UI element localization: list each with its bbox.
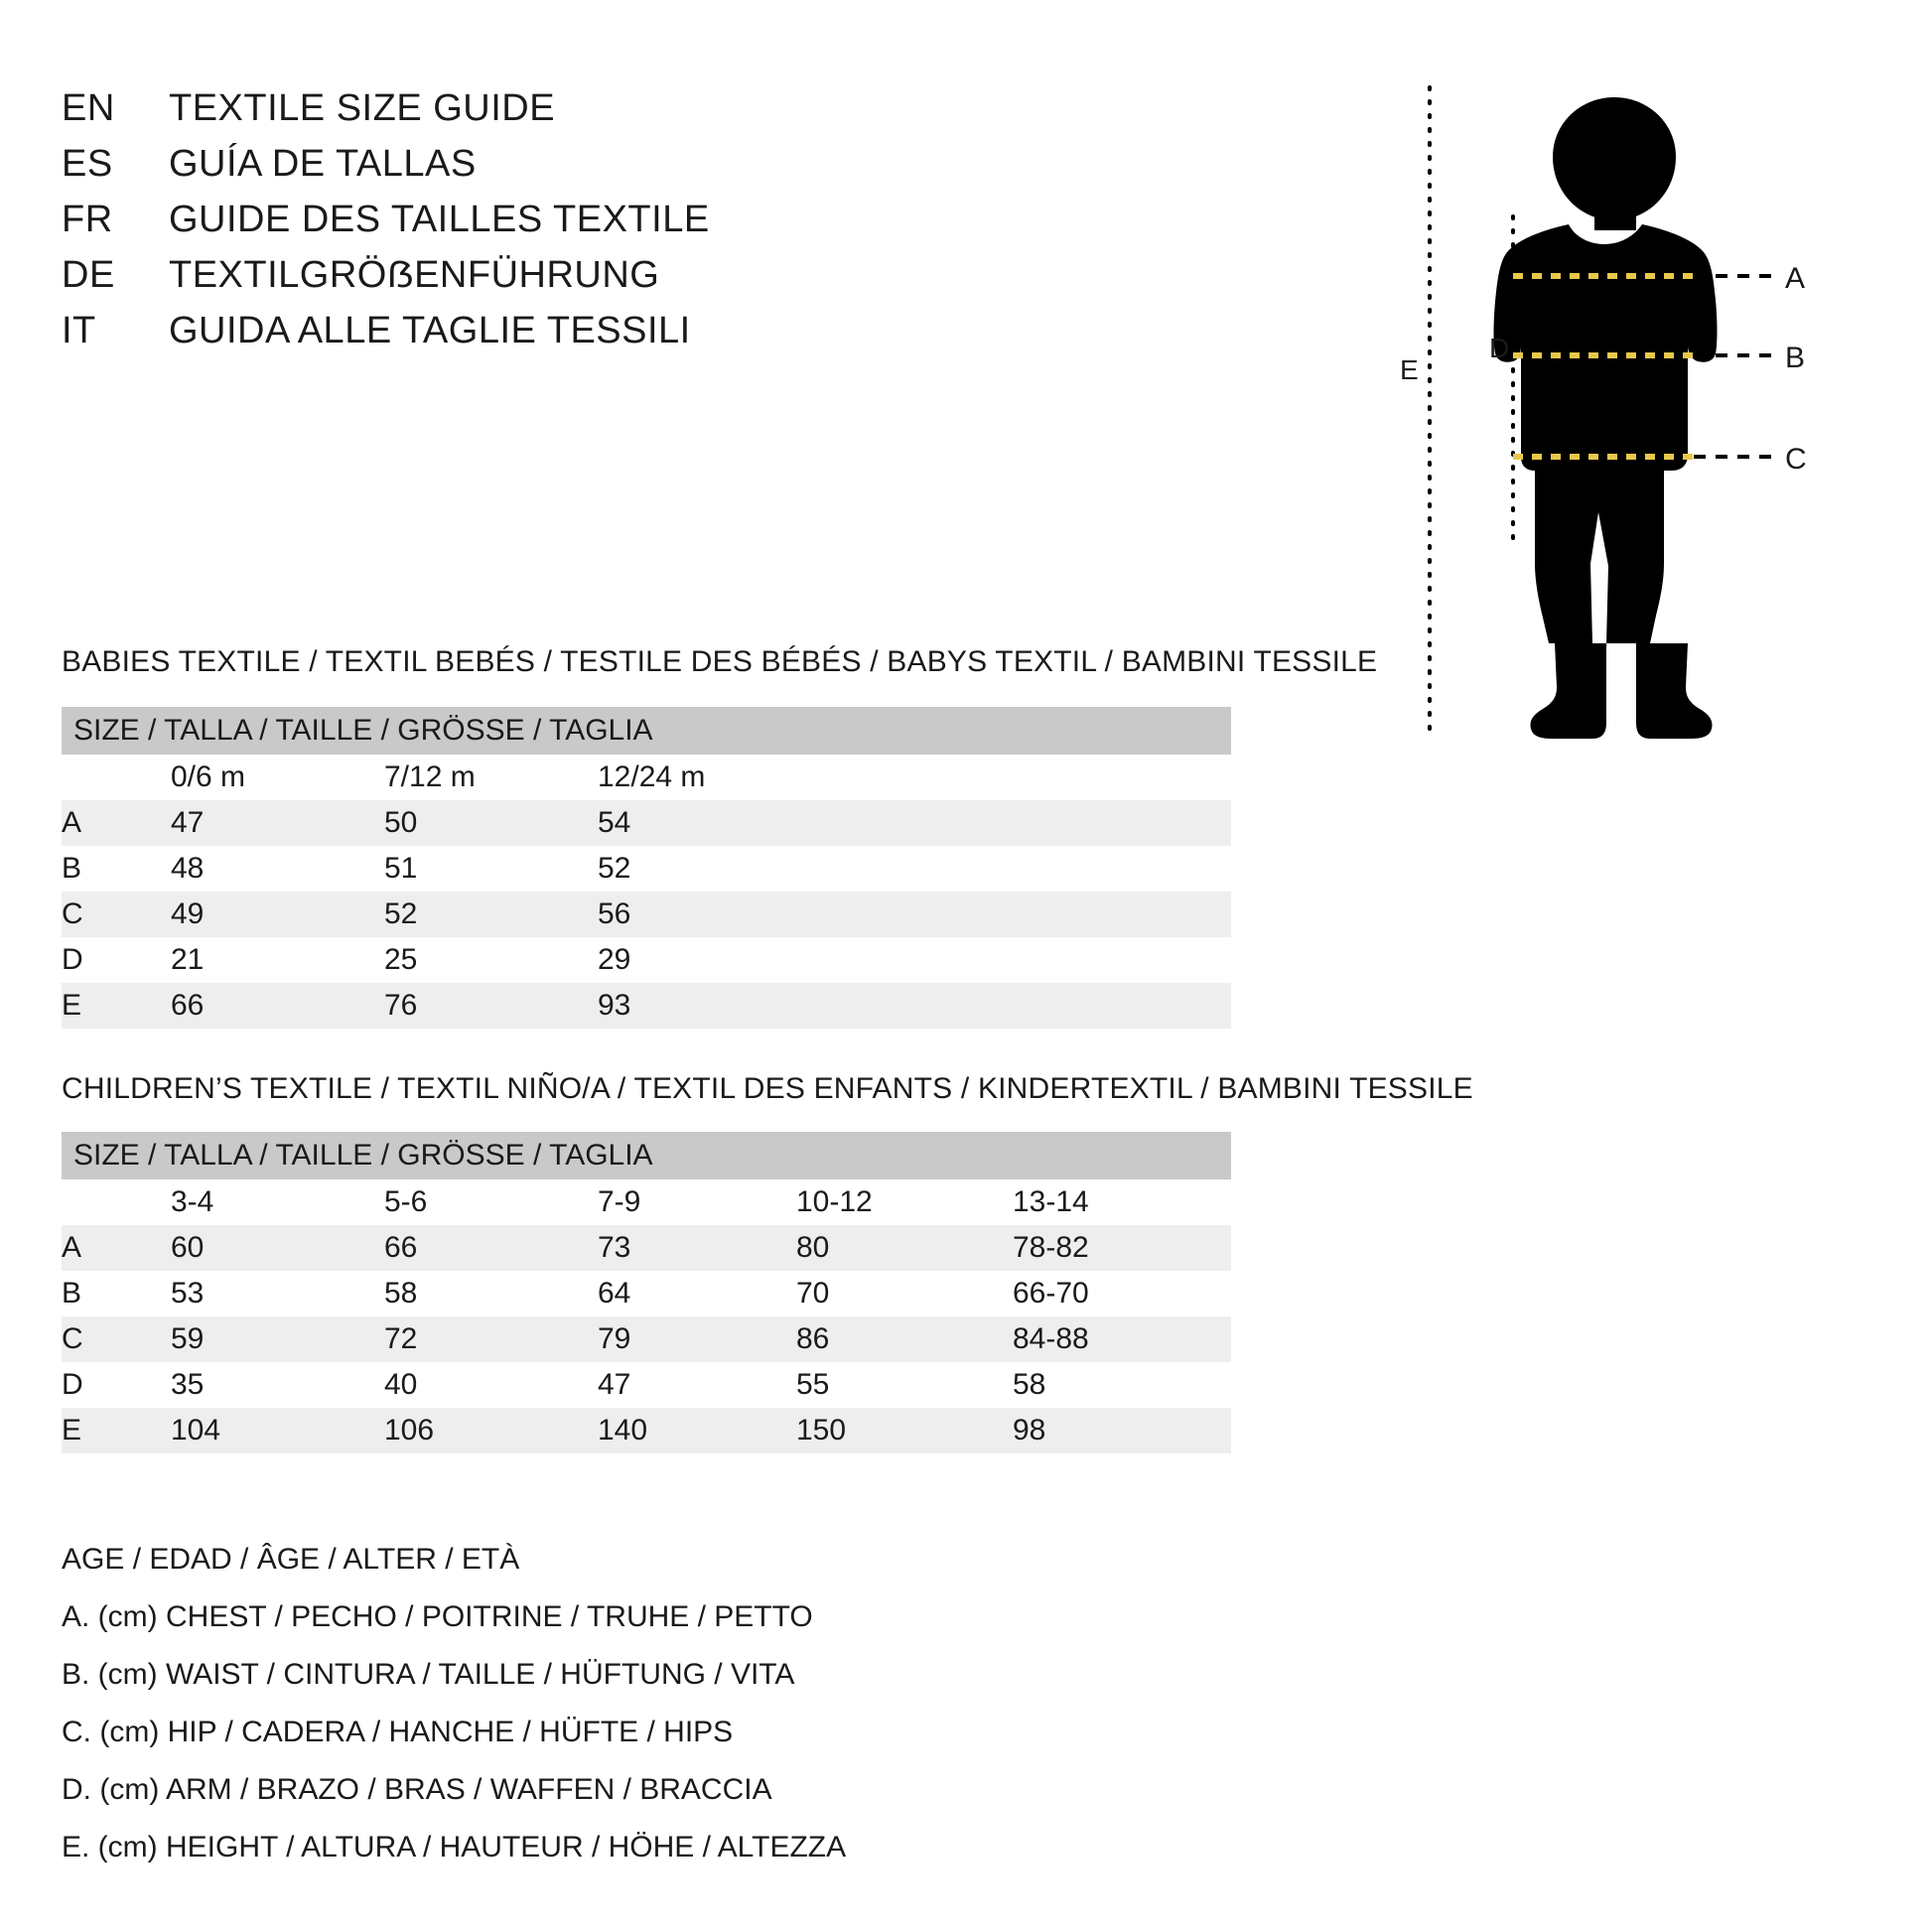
table-row — [62, 800, 1231, 846]
children-a-4: 78-82 — [1013, 1225, 1231, 1271]
table-row — [62, 1362, 1231, 1408]
babies-b-2: 52 — [598, 846, 1231, 892]
children-row-label-a: A — [62, 1225, 171, 1271]
babies-d-1: 25 — [384, 937, 598, 983]
table-row — [62, 1408, 1231, 1453]
babies-a-0: 47 — [171, 800, 384, 846]
table-row — [62, 1225, 1231, 1271]
table-row — [62, 937, 1231, 983]
babies-column-1: 7/12 m — [384, 755, 598, 800]
language-text-de: TEXTILGRÖẞENFÜHRUNG — [169, 254, 660, 296]
language-row-de — [62, 254, 1154, 310]
babies-column-header-row — [62, 755, 1231, 800]
children-column-1: 5-6 — [384, 1179, 598, 1225]
babies-e-1: 76 — [384, 983, 598, 1029]
children-column-0: 3-4 — [171, 1179, 384, 1225]
table-row — [62, 892, 1231, 937]
children-band-label: SIZE / TALLA / TAILLE / GRÖSSE / TAGLIA — [62, 1132, 1231, 1179]
children-c-2: 79 — [598, 1316, 796, 1362]
babies-a-2: 54 — [598, 800, 1231, 846]
language-code-fr: FR — [62, 199, 113, 240]
table-row — [62, 983, 1231, 1029]
language-code-it: IT — [62, 310, 96, 351]
children-e-2: 140 — [598, 1408, 796, 1453]
language-row-en — [62, 87, 1154, 143]
babies-row-label-b: B — [62, 846, 171, 892]
measurement-figure — [1390, 69, 1886, 764]
child-silhouette — [1494, 97, 1718, 739]
legend-line-a: A. (cm) CHEST / PECHO / POITRINE / TRUHE / PETTO — [62, 1600, 813, 1633]
table-row — [62, 846, 1231, 892]
children-c-3: 86 — [796, 1316, 1013, 1362]
language-header — [62, 87, 1154, 365]
children-row-label-c: C — [62, 1316, 171, 1362]
babies-a-1: 50 — [384, 800, 598, 846]
figure-label-e: E — [1400, 354, 1419, 385]
children-row-label-d: D — [62, 1362, 171, 1408]
table-row — [62, 1316, 1231, 1362]
babies-corner-cell — [62, 755, 171, 800]
children-c-1: 72 — [384, 1316, 598, 1362]
babies-c-2: 56 — [598, 892, 1231, 937]
children-a-1: 66 — [384, 1225, 598, 1271]
children-e-3: 150 — [796, 1408, 1013, 1453]
babies-row-label-e: E — [62, 983, 171, 1029]
children-c-0: 59 — [171, 1316, 384, 1362]
figure-label-c: C — [1785, 443, 1807, 476]
children-b-0: 53 — [171, 1271, 384, 1316]
figure-label-a: A — [1785, 262, 1806, 295]
measurement-legend — [62, 1531, 1253, 1876]
children-d-1: 40 — [384, 1362, 598, 1408]
language-code-de: DE — [62, 254, 115, 296]
language-text-es: GUÍA DE TALLAS — [169, 143, 477, 185]
babies-d-0: 21 — [171, 937, 384, 983]
children-a-2: 73 — [598, 1225, 796, 1271]
babies-column-0: 0/6 m — [171, 755, 384, 800]
children-table-band — [62, 1132, 1231, 1179]
children-b-1: 58 — [384, 1271, 598, 1316]
legend-line-e: E. (cm) HEIGHT / ALTURA / HAUTEUR / HÖHE / ALTEZZA — [62, 1831, 847, 1863]
babies-b-0: 48 — [171, 846, 384, 892]
children-b-4: 66-70 — [1013, 1271, 1231, 1316]
babies-section-title: BABIES TEXTILE / TEXTIL BEBÉS / TESTILE DES BÉBÉS / BABYS TEXTIL / BAMBINI TESSILE — [62, 645, 1378, 678]
babies-c-0: 49 — [171, 892, 384, 937]
figure-label-d: D — [1489, 333, 1510, 363]
legend-line-age: AGE / EDAD / ÂGE / ALTER / ETÀ — [62, 1543, 520, 1576]
children-column-4: 13-14 — [1013, 1179, 1231, 1225]
table-row — [62, 1271, 1231, 1316]
language-row-es — [62, 143, 1154, 199]
legend-line-d: D. (cm) ARM / BRAZO / BRAS / WAFFEN / BRACCIA — [62, 1773, 772, 1806]
children-d-3: 55 — [796, 1362, 1013, 1408]
language-text-fr: GUIDE DES TAILLES TEXTILE — [169, 199, 710, 240]
babies-band-label: SIZE / TALLA / TAILLE / GRÖSSE / TAGLIA — [62, 707, 1231, 755]
children-size-table — [62, 1132, 1231, 1453]
children-e-4: 98 — [1013, 1408, 1231, 1453]
children-corner-cell — [62, 1179, 171, 1225]
babies-column-2: 12/24 m — [598, 755, 1231, 800]
children-a-3: 80 — [796, 1225, 1013, 1271]
language-code-en: EN — [62, 87, 115, 129]
children-row-label-e: E — [62, 1408, 171, 1453]
children-column-header-row — [62, 1179, 1231, 1225]
children-row-label-b: B — [62, 1271, 171, 1316]
children-d-4: 58 — [1013, 1362, 1231, 1408]
children-c-4: 84-88 — [1013, 1316, 1231, 1362]
children-column-3: 10-12 — [796, 1179, 1013, 1225]
language-row-it — [62, 310, 1154, 365]
babies-b-1: 51 — [384, 846, 598, 892]
figure-label-b: B — [1785, 342, 1806, 374]
children-b-3: 70 — [796, 1271, 1013, 1316]
babies-row-label-c: C — [62, 892, 171, 937]
children-d-2: 47 — [598, 1362, 796, 1408]
legend-line-c: C. (cm) HIP / CADERA / HANCHE / HÜFTE / HIPS — [62, 1716, 734, 1748]
children-e-0: 104 — [171, 1408, 384, 1453]
babies-e-2: 93 — [598, 983, 1231, 1029]
language-text-en: TEXTILE SIZE GUIDE — [169, 87, 556, 129]
children-a-0: 60 — [171, 1225, 384, 1271]
children-section-title: CHILDREN’S TEXTILE / TEXTIL NIÑO/A / TEXTIL DES ENFANTS / KINDERTEXTIL / BAMBINI TESSILE — [62, 1072, 1473, 1105]
babies-size-table — [62, 707, 1231, 1029]
babies-c-1: 52 — [384, 892, 598, 937]
children-d-0: 35 — [171, 1362, 384, 1408]
language-code-es: ES — [62, 143, 113, 185]
children-b-2: 64 — [598, 1271, 796, 1316]
language-text-it: GUIDA ALLE TAGLIE TESSILI — [169, 310, 691, 351]
children-e-1: 106 — [384, 1408, 598, 1453]
babies-table-band — [62, 707, 1231, 755]
language-row-fr — [62, 199, 1154, 254]
babies-row-label-d: D — [62, 937, 171, 983]
babies-d-2: 29 — [598, 937, 1231, 983]
children-column-2: 7-9 — [598, 1179, 796, 1225]
babies-row-label-a: A — [62, 800, 171, 846]
babies-e-0: 66 — [171, 983, 384, 1029]
legend-line-b: B. (cm) WAIST / CINTURA / TAILLE / HÜFTUNG / VITA — [62, 1658, 795, 1691]
